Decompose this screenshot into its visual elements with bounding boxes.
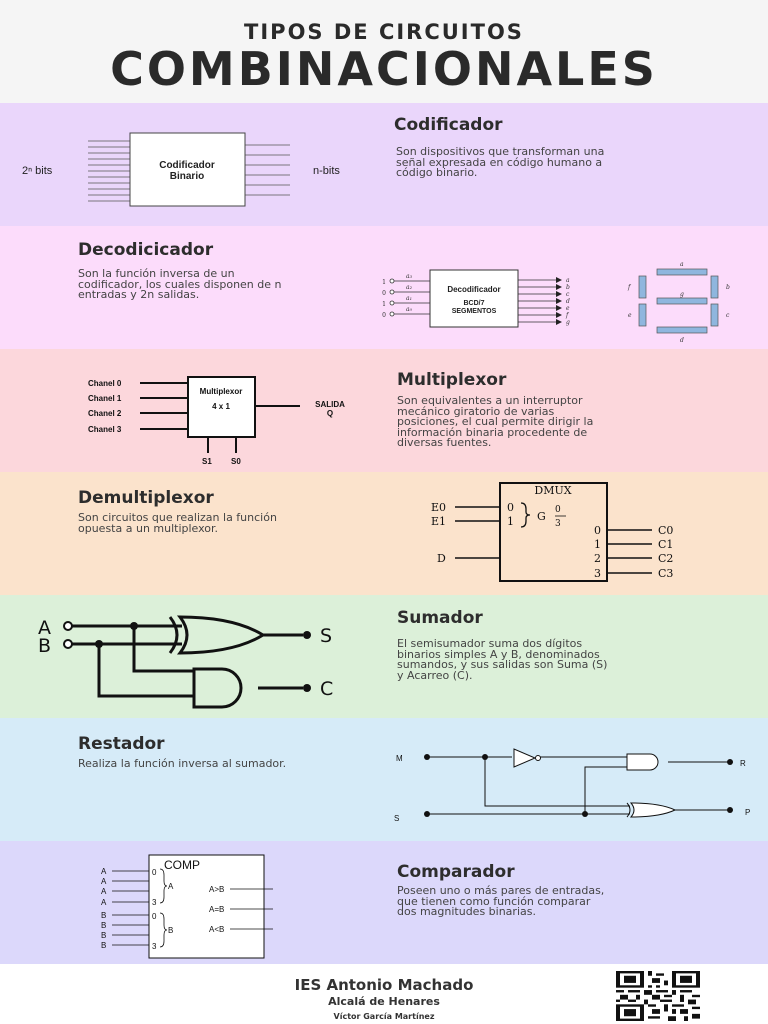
and-gate <box>194 669 241 707</box>
description-line: código binario. <box>396 166 478 179</box>
subtractor-input-label: M <box>396 754 403 763</box>
author-name: Víctor García Martínez <box>333 1012 435 1021</box>
description-line: binarios simples A y B, denominados <box>397 647 600 661</box>
section-title-multiplexor: Multiplexor <box>397 370 507 390</box>
section-title-demultiplexor: Demultiplexor <box>78 488 214 508</box>
comparator-b-input: B <box>101 921 107 930</box>
comparator-diagram <box>0 841 768 964</box>
channel-label: Chanel 0 <box>88 379 122 388</box>
decoder-input-value: 0 <box>382 290 386 297</box>
demux-out-pin: 2 <box>594 552 601 565</box>
segment-e <box>639 304 646 326</box>
section-title-decodificador: Decodicicador <box>78 240 214 260</box>
footer <box>0 964 768 1024</box>
description-line: Son equivalentes a un interruptor <box>397 394 583 407</box>
comparator-a-input: A <box>101 887 107 896</box>
demux-fraction-bottom: 3 <box>555 519 561 529</box>
comparator-pin: 3 <box>152 942 157 951</box>
segment-a <box>657 269 707 275</box>
decoder-input-label: a₃ <box>406 273 412 280</box>
xor-gate <box>180 617 263 653</box>
demux-out-pin: 3 <box>594 567 601 580</box>
demux-box-title: DMUX <box>534 484 572 497</box>
seven-segment-display <box>639 269 718 333</box>
demultiplexer-diagram <box>0 472 768 595</box>
segment-b <box>711 276 718 298</box>
multiplexer-output-label-1: SALIDA <box>315 400 345 409</box>
comparator-output-label: A=B <box>209 905 225 914</box>
segment-d <box>657 327 707 333</box>
encoder-box-label-2: Binario <box>169 171 205 182</box>
description-line: El semisumador suma dos dígitos <box>397 637 583 650</box>
decoder-box-label-2: BCD/7 <box>463 300 485 307</box>
multiplexer-box-label-2: 4 x 1 <box>212 402 230 411</box>
page-title: COMBINACIONALES <box>110 42 658 96</box>
demux-g-label: G <box>537 510 546 523</box>
segment-label: f <box>628 284 631 291</box>
description-line: Realiza la función inversa al sumador. <box>78 757 287 770</box>
subtractor-output-label: R <box>740 759 746 768</box>
description-line: entradas y 2n salidas. <box>78 288 200 301</box>
school-city: Alcalá de Henares <box>328 995 440 1008</box>
demux-fraction-top: 0 <box>555 505 561 515</box>
segment-c <box>711 304 718 326</box>
decoder-output-label: b <box>566 284 570 291</box>
decoder-output-label: e <box>566 305 570 312</box>
segment-f <box>639 276 646 298</box>
comparator-output-label: A>B <box>209 885 225 894</box>
subtractor-xor-gate <box>631 803 675 817</box>
description-line: Son dispositivos que transforman una <box>396 145 605 158</box>
section-title-restador: Restador <box>78 734 165 754</box>
demux-input-label: D <box>437 552 446 565</box>
description-line: Son circuitos que realizan la función <box>78 511 277 524</box>
decoder-output-label: a <box>566 277 570 284</box>
description-line: codificador, los cuales disponen de n <box>78 277 282 291</box>
decoder-output-label: c <box>566 291 570 298</box>
adder-input-label: A <box>38 617 51 639</box>
description-line: Poseen uno o más pares de entradas, <box>397 884 605 897</box>
description-line: y Acarreo (C). <box>397 668 473 682</box>
subtractor-diagram <box>0 718 768 841</box>
description-line: posiciones, el cual permite dirigir la <box>397 415 594 428</box>
comparator-a-input: A <box>101 877 107 886</box>
comparator-pin: 0 <box>152 868 157 877</box>
qr-code-icon[interactable] <box>616 971 700 1021</box>
subtractor-input-label: S <box>394 814 400 823</box>
adder-output-label: S <box>320 625 333 647</box>
decoder-output-label: g <box>566 319 570 326</box>
comparator-group-a: A <box>168 882 174 891</box>
section-sumador <box>0 595 768 718</box>
subtractor-and-gate <box>627 754 658 770</box>
description-line: sumandos, y sus salidas son Suma (S) <box>397 658 608 671</box>
comparator-box-title: COMP <box>164 858 200 872</box>
decoder-input-label: a₂ <box>406 284 412 291</box>
comparator-group-b: B <box>168 926 174 935</box>
decoder-output-label: d <box>566 298 570 305</box>
xor-gate-back <box>170 617 177 653</box>
section-demultiplexor <box>0 472 768 595</box>
multiplexer-output-label-2: Q <box>326 409 334 418</box>
decoder-input-value: 1 <box>382 301 386 308</box>
segment-label: c <box>726 312 730 319</box>
decoder-input-label: a₁ <box>406 295 412 302</box>
description-line: que tienen como función comparar <box>397 894 591 908</box>
comparator-a-input: A <box>101 867 107 876</box>
page-subtitle: TIPOS DE CIRCUITOS <box>244 20 524 44</box>
comparator-a-input: A <box>101 898 107 907</box>
encoder-output-label: n-bits <box>313 165 340 177</box>
multiplexer-diagram <box>0 349 768 472</box>
section-comparador <box>0 841 768 964</box>
description-line: opuesta a un multiplexor. <box>78 521 219 535</box>
select-label: S1 <box>202 457 212 466</box>
demux-output-label: C1 <box>658 538 674 551</box>
decoder-input-value: 0 <box>382 312 386 319</box>
encoder-diagram <box>0 103 768 226</box>
select-label: S0 <box>231 457 241 466</box>
header <box>0 0 768 103</box>
demux-output-label: C3 <box>658 567 674 580</box>
description-line: señal expresada en código humano a <box>396 155 603 169</box>
comparator-b-input: B <box>101 931 107 940</box>
comparator-output-label: A<B <box>209 925 225 934</box>
adder-diagram <box>0 595 768 718</box>
section-decodificador <box>0 226 768 349</box>
demux-input-label: E1 <box>431 515 447 528</box>
subtractor-not-bubble <box>536 756 541 761</box>
demux-brace <box>521 503 530 527</box>
demux-pin-label: 1 <box>507 515 514 528</box>
subtractor-output-label: P <box>745 808 751 817</box>
channel-label: Chanel 3 <box>88 425 122 434</box>
adder-input-label: B <box>38 635 52 657</box>
decoder-input-value: 1 <box>382 279 386 286</box>
segment-g <box>657 298 707 304</box>
description-line: información binaria procedente de <box>397 425 588 439</box>
demux-output-label: C0 <box>658 524 674 537</box>
segment-label: b <box>726 284 730 291</box>
section-title-comparador: Comparador <box>397 862 515 882</box>
decoder-output-label: f <box>566 312 569 319</box>
section-title-sumador: Sumador <box>397 608 483 628</box>
comparator-pin: 3 <box>152 898 157 907</box>
channel-label: Chanel 1 <box>88 394 122 403</box>
subtractor-xor-back <box>627 803 630 817</box>
demux-input-label: E0 <box>431 501 447 514</box>
description-line: dos magnitudes binarias. <box>397 905 536 918</box>
segment-label: a <box>680 261 684 268</box>
multiplexer-box-label-1: Multiplexor <box>199 387 243 396</box>
decoder-diagram <box>0 226 768 349</box>
decoder-box <box>430 270 518 327</box>
demux-box <box>500 483 607 581</box>
description-line: Son la función inversa de un <box>78 267 235 280</box>
demux-pin-label: 0 <box>507 501 514 514</box>
section-multiplexor <box>0 349 768 472</box>
encoder-input-label: 2ⁿ bits <box>22 165 53 177</box>
description-line: diversas fuentes. <box>397 436 492 449</box>
demux-output-label: C2 <box>658 552 674 565</box>
demux-out-pin: 0 <box>594 524 601 537</box>
demux-out-pin: 1 <box>594 538 601 551</box>
segment-label: g <box>680 291 684 298</box>
encoder-box-label-1: Codificador <box>159 160 215 171</box>
school-name: IES Antonio Machado <box>294 976 474 994</box>
channel-label: Chanel 2 <box>88 409 122 418</box>
section-restador <box>0 718 768 841</box>
segment-label: d <box>680 337 684 344</box>
decoder-box-label-1: Decodificador <box>447 285 501 294</box>
decoder-box-label-3: SEGMENTOS <box>451 308 497 315</box>
decoder-input-label: a₀ <box>406 306 412 313</box>
section-title-codificador: Codificador <box>394 115 503 135</box>
description-line: mecánico giratorio de varias <box>397 404 555 418</box>
comparator-b-input: B <box>101 911 107 920</box>
adder-output-label: C <box>320 678 334 700</box>
section-codificador <box>0 103 768 226</box>
segment-label: e <box>628 312 632 319</box>
comparator-b-input: B <box>101 941 107 950</box>
comparator-pin: 0 <box>152 912 157 921</box>
